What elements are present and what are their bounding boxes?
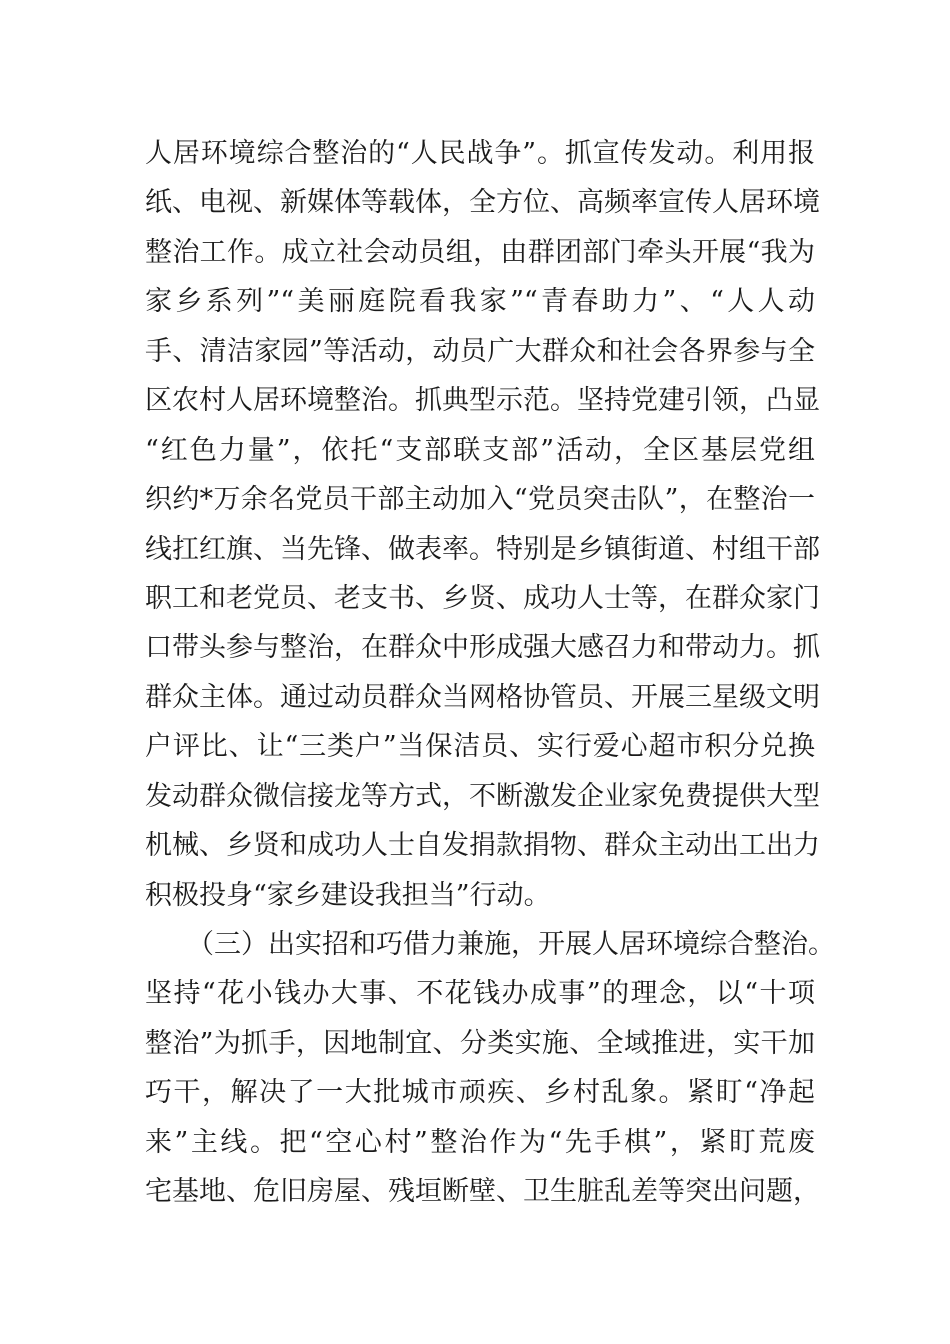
text-line: 纸、电视、新媒体等载体，全方位、高频率宣传人居环境 [145,187,820,219]
text-line: 宅基地、危旧房屋、残垣断壁、卫生脏乱差等突出问题， [145,1176,820,1208]
paragraph-end-line: 积极投身“家乡建设我担当”行动。 [145,879,551,911]
text-line: 职工和老党员、老支书、乡贤、成功人士等，在群众家门 [145,582,820,614]
section-heading-line: （三）出实招和巧借力兼施，开展人居环境综合整治。 [187,929,835,960]
text-line: 手、清洁家园”等活动，动员广大群众和社会各界参与全 [145,335,815,367]
text-line: 整治”为抓手，因地制宜、分类实施、全域推进，实干加 [145,1027,815,1059]
body-text [145,129,835,1217]
text-line: 人居环境综合整治的“人民战争”。抓宣传发动。利用报 [145,138,815,169]
text-line: 机械、乡贤和成功人士自发捐款捐物、群众主动出工出力 [145,830,820,862]
text-line: 发动群众微信接龙等方式，不断激发企业家免费提供大型 [145,780,820,812]
text-line: 坚持“花小钱办大事、不花钱办成事”的理念，以“十项 [145,978,815,1010]
text-line: 口带头参与整治，在群众中形成强大感召力和带动力。抓 [145,632,820,664]
text-line: 整治工作。成立社会动员组，由群团部门牵头开展“我为 [145,236,815,268]
text-line: 巧干，解决了一大批城市顽疾、乡村乱象。紧盯“净起 [145,1077,815,1109]
text-line: “红色力量”，依托“支部联支部”活动，全区基层党组 [145,434,815,466]
text-line: 群众主体。通过动员群众当网格协管员、开展三星级文明 [145,681,820,713]
text-line: 线扛红旗、当先锋、做表率。特别是乡镇街道、村组干部 [145,533,820,565]
text-line: 家乡系列”“美丽庭院看我家”“青春助力”、“人人动 [145,286,815,318]
text-line: 区农村人居环境整治。抓典型示范。坚持党建引领，凸显 [145,385,820,417]
text-line: 织约*万余名党员干部主动加入“党员突击队”，在整治一 [145,484,815,516]
text-line: 户评比、让“三类户”当保洁员、实行爱心超市积分兑换 [145,731,815,763]
text-line: 来”主线。把“空心村”整治作为“先手棋”，紧盯荒废 [145,1126,815,1158]
